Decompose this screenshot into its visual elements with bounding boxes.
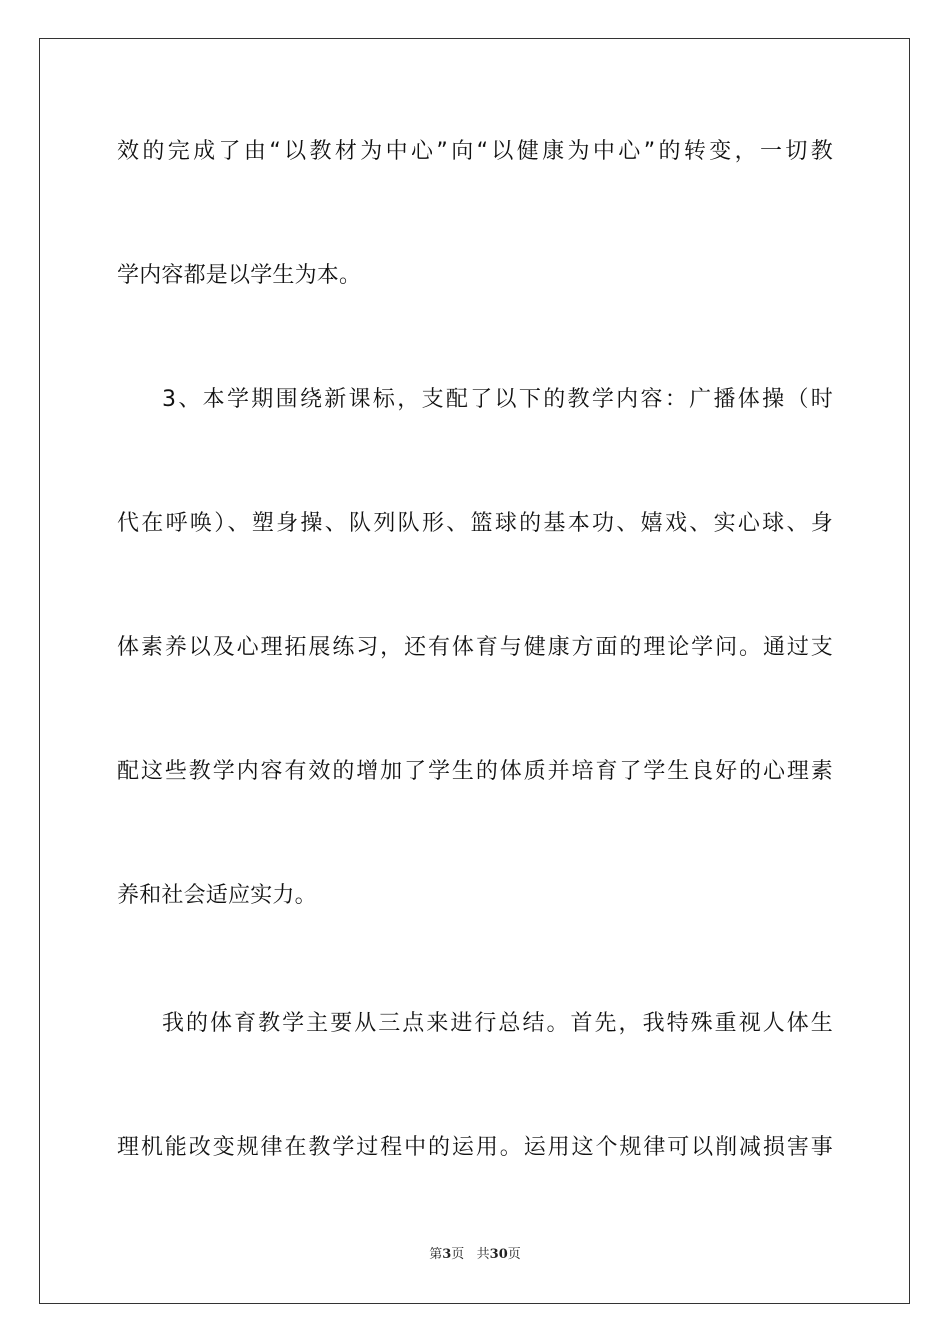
footer-total-pages: 30 — [489, 1247, 508, 1262]
page-footer — [0, 1246, 950, 1264]
footer-suffix: 页 — [507, 1247, 521, 1262]
paragraph-line: 我的体育教学主要从三点来进行总结。首先，我特殊重视人体生 — [162, 1011, 833, 1036]
paragraph-line: 3、本学期围绕新课标，支配了以下的教学内容：广播体操（时 — [162, 387, 833, 412]
paragraph-line: 代在呼唤）、塑身操、队列队形、篮球的基本功、嬉戏、实心球、身 — [117, 511, 833, 536]
footer-middle: 页 共 — [451, 1247, 490, 1262]
page-border — [39, 38, 910, 1304]
paragraph-line: 配这些教学内容有效的增加了学生的体质并培育了学生良好的心理素 — [117, 759, 833, 784]
paragraph-line: 养和社会适应实力。 — [117, 883, 317, 908]
paragraph-line: 效的完成了由“以教材为中心”向“以健康为中心”的转变，一切教 — [117, 139, 833, 164]
paragraph-line: 理机能改变规律在教学过程中的运用。运用这个规律可以削减损害事 — [117, 1135, 833, 1160]
footer-prefix: 第 — [429, 1247, 443, 1262]
paragraph-line: 学内容都是以学生为本。 — [117, 263, 362, 288]
footer-page-number: 3 — [442, 1247, 452, 1262]
paragraph-line: 体素养以及心理拓展练习，还有体育与健康方面的理论学问。通过支 — [117, 635, 833, 660]
